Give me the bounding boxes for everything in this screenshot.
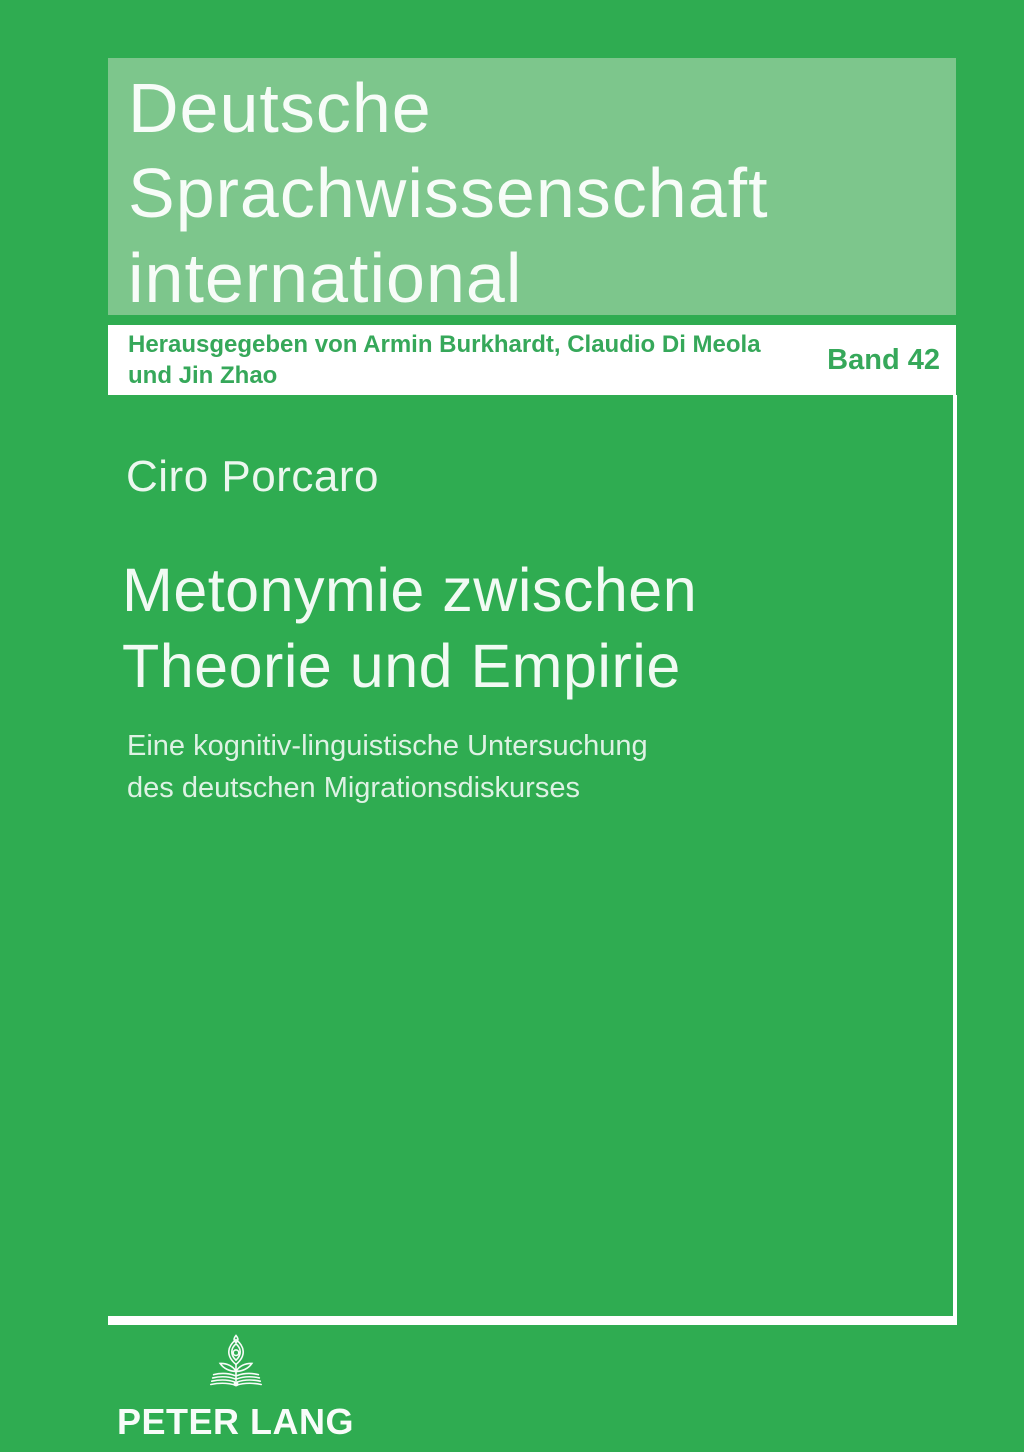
frame-vertical-rule	[953, 395, 957, 1316]
series-title-line: Deutsche	[128, 69, 432, 147]
editors-text	[128, 329, 761, 391]
book-subtitle-line: des deutschen Migrationsdiskurses	[127, 772, 580, 804]
book-title-line: Theorie und Empirie	[122, 632, 681, 700]
author-name: Ciro Porcaro	[126, 452, 379, 501]
publisher-block	[108, 1334, 363, 1443]
frame-horizontal-rule	[108, 1316, 957, 1325]
book-subtitle-line: Eine kognitiv-linguistische Untersuchung	[127, 730, 648, 762]
book-subtitle	[127, 725, 648, 809]
book-title-line: Metonymie zwischen	[122, 556, 698, 624]
editors-band	[108, 325, 956, 395]
book-title	[122, 552, 697, 704]
volume-number: Band 42	[827, 343, 940, 376]
publisher-name: PETER LANG	[116, 1401, 354, 1442]
editors-line: Herausgegeben von Armin Burkhardt, Claudio Di Meola	[128, 331, 761, 358]
editors-line: und Jin Zhao	[128, 362, 278, 389]
series-title-line: Sprachwissenschaft	[128, 154, 769, 232]
series-title-line: international	[128, 239, 523, 317]
series-title	[128, 66, 769, 321]
tulip-over-open-book-icon	[208, 1334, 264, 1392]
series-title-band	[108, 58, 956, 315]
